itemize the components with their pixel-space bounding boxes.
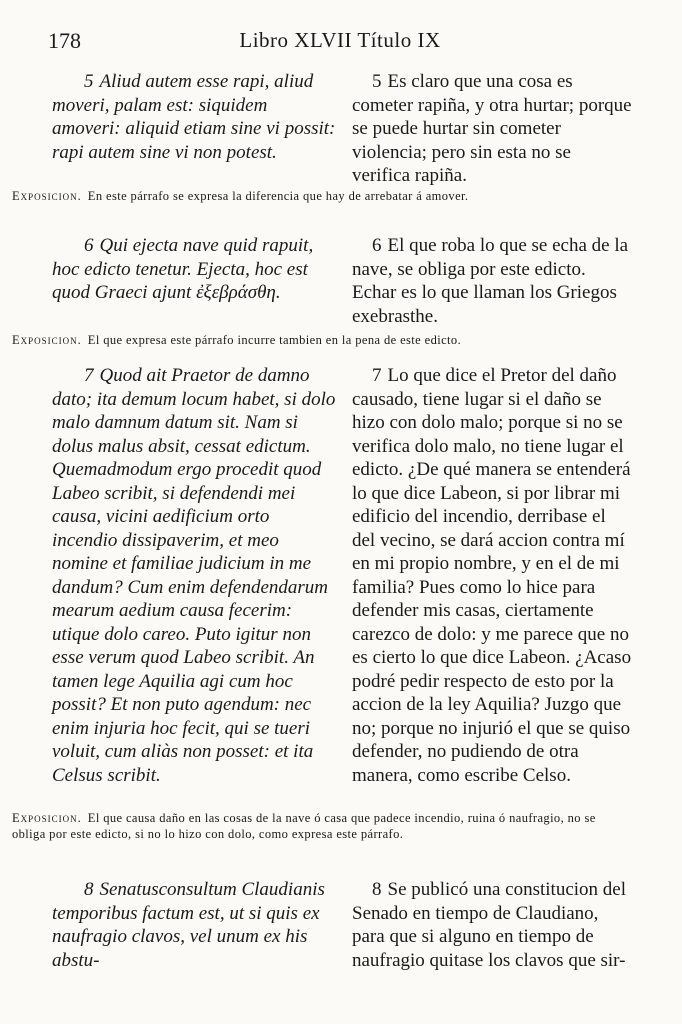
latin-text: 7 Quod ait Praetor de damno dato; ita demum locum habet, si dolo malo damnum datum sit. Nam si dolus malus absit, cessat edictum. Quemadmodum ergo procedit quod Labeo scribit, si defendendi mei causa, vicini aedificium orto incendio dissipaverim, et meo nomine et familiae judicium in me dandum? Cum enim defendendarum mearum aedium causa fecerim: utique dolo careo. Puto igitur non esse verum quod Labeo scribit. An tamen lege Aquilia agi cum hoc possit? Et non puto agendum: nec enim injuria hoc fecit, qui se tueri voluit, cum aliàs non posset: et ita Celsus scribit. bbox=[52, 365, 336, 786]
spanish-text: 5 Es claro que una cosa es cometer rapiña, y otra hurtar; porque se puede hurtar sin cometer violencia; pero sin esta no se verifica rapiña. bbox=[352, 71, 632, 186]
exposicion-6: Exposicion. El que expresa este párrafo incurre tambien en la pena de este edicto. bbox=[12, 333, 462, 347]
exposicion-7: Exposicion. El que causa daño en las cosas de la nave ó casa que padece incendio, ruina ó naufragio, no se obliga por este edicto, si no lo hizo con dolo, como expresa este párrafo. bbox=[12, 811, 596, 841]
exposicion-5: Exposicion. En este párrafo se expresa la diferencia que hay de arrebatar á amover. bbox=[12, 189, 469, 203]
paragraph-8 bbox=[52, 878, 630, 998]
paragraph-6 bbox=[52, 234, 630, 327]
paragraph-7 bbox=[52, 364, 630, 804]
running-title: Libro XLVII Título IX bbox=[239, 28, 441, 52]
page-header bbox=[40, 28, 640, 58]
latin-text: 5 Aliud autem esse rapi, aliud moveri, palam est: siquidem amoveri: aliquid etiam sine vi possit: rapi autem sine vi non potest. bbox=[52, 71, 336, 163]
latin-text: 6 Qui ejecta nave quid rapuit, hoc edicto tenetur. Ejecta, hoc est quod Graeci ajunt ἐξεβράσθη. bbox=[52, 235, 314, 303]
latin-text: 8 Senatusconsultum Claudianis temporibus factum est, ut si quis ex naufragio clavos, vel unum ex his abstu- bbox=[52, 879, 325, 971]
page-number: 178 bbox=[48, 28, 81, 53]
spanish-text: 8 Se publicó una constitucion del Senado en tiempo de Claudiano, para que si alguno en tiempo de naufragio quitase los clavos que sir- bbox=[352, 879, 627, 971]
paragraph-5 bbox=[52, 70, 632, 186]
spanish-text: 6 El que roba lo que se echa de la nave, se obliga por este edicto. Echar es lo que llaman los Griegos exebrasthe. bbox=[352, 235, 629, 327]
spanish-text: 7 Lo que dice el Pretor del daño causado, tiene lugar si el daño se hizo con dolo malo; porque si no se verifica dolo malo, no tiene lugar el edicto. ¿De qué manera se entenderá lo que dice Labeon, si por librar mi edificio del incendio, derribase el del vecino, se dará accion contra mí en mi propio nombre, y en el de mi familia? Pues como lo hice para defender mis casas, ciertamente carezco de dolo: y me parece que no es cierto lo que dice Labeon. ¿Acaso podré pedir respecto de esto por la accion de la ley Aquilia? Juzgo que no; porque no injurió el que se quiso defender, no pudiendo de otra manera, como escribe Celso. bbox=[352, 365, 632, 786]
